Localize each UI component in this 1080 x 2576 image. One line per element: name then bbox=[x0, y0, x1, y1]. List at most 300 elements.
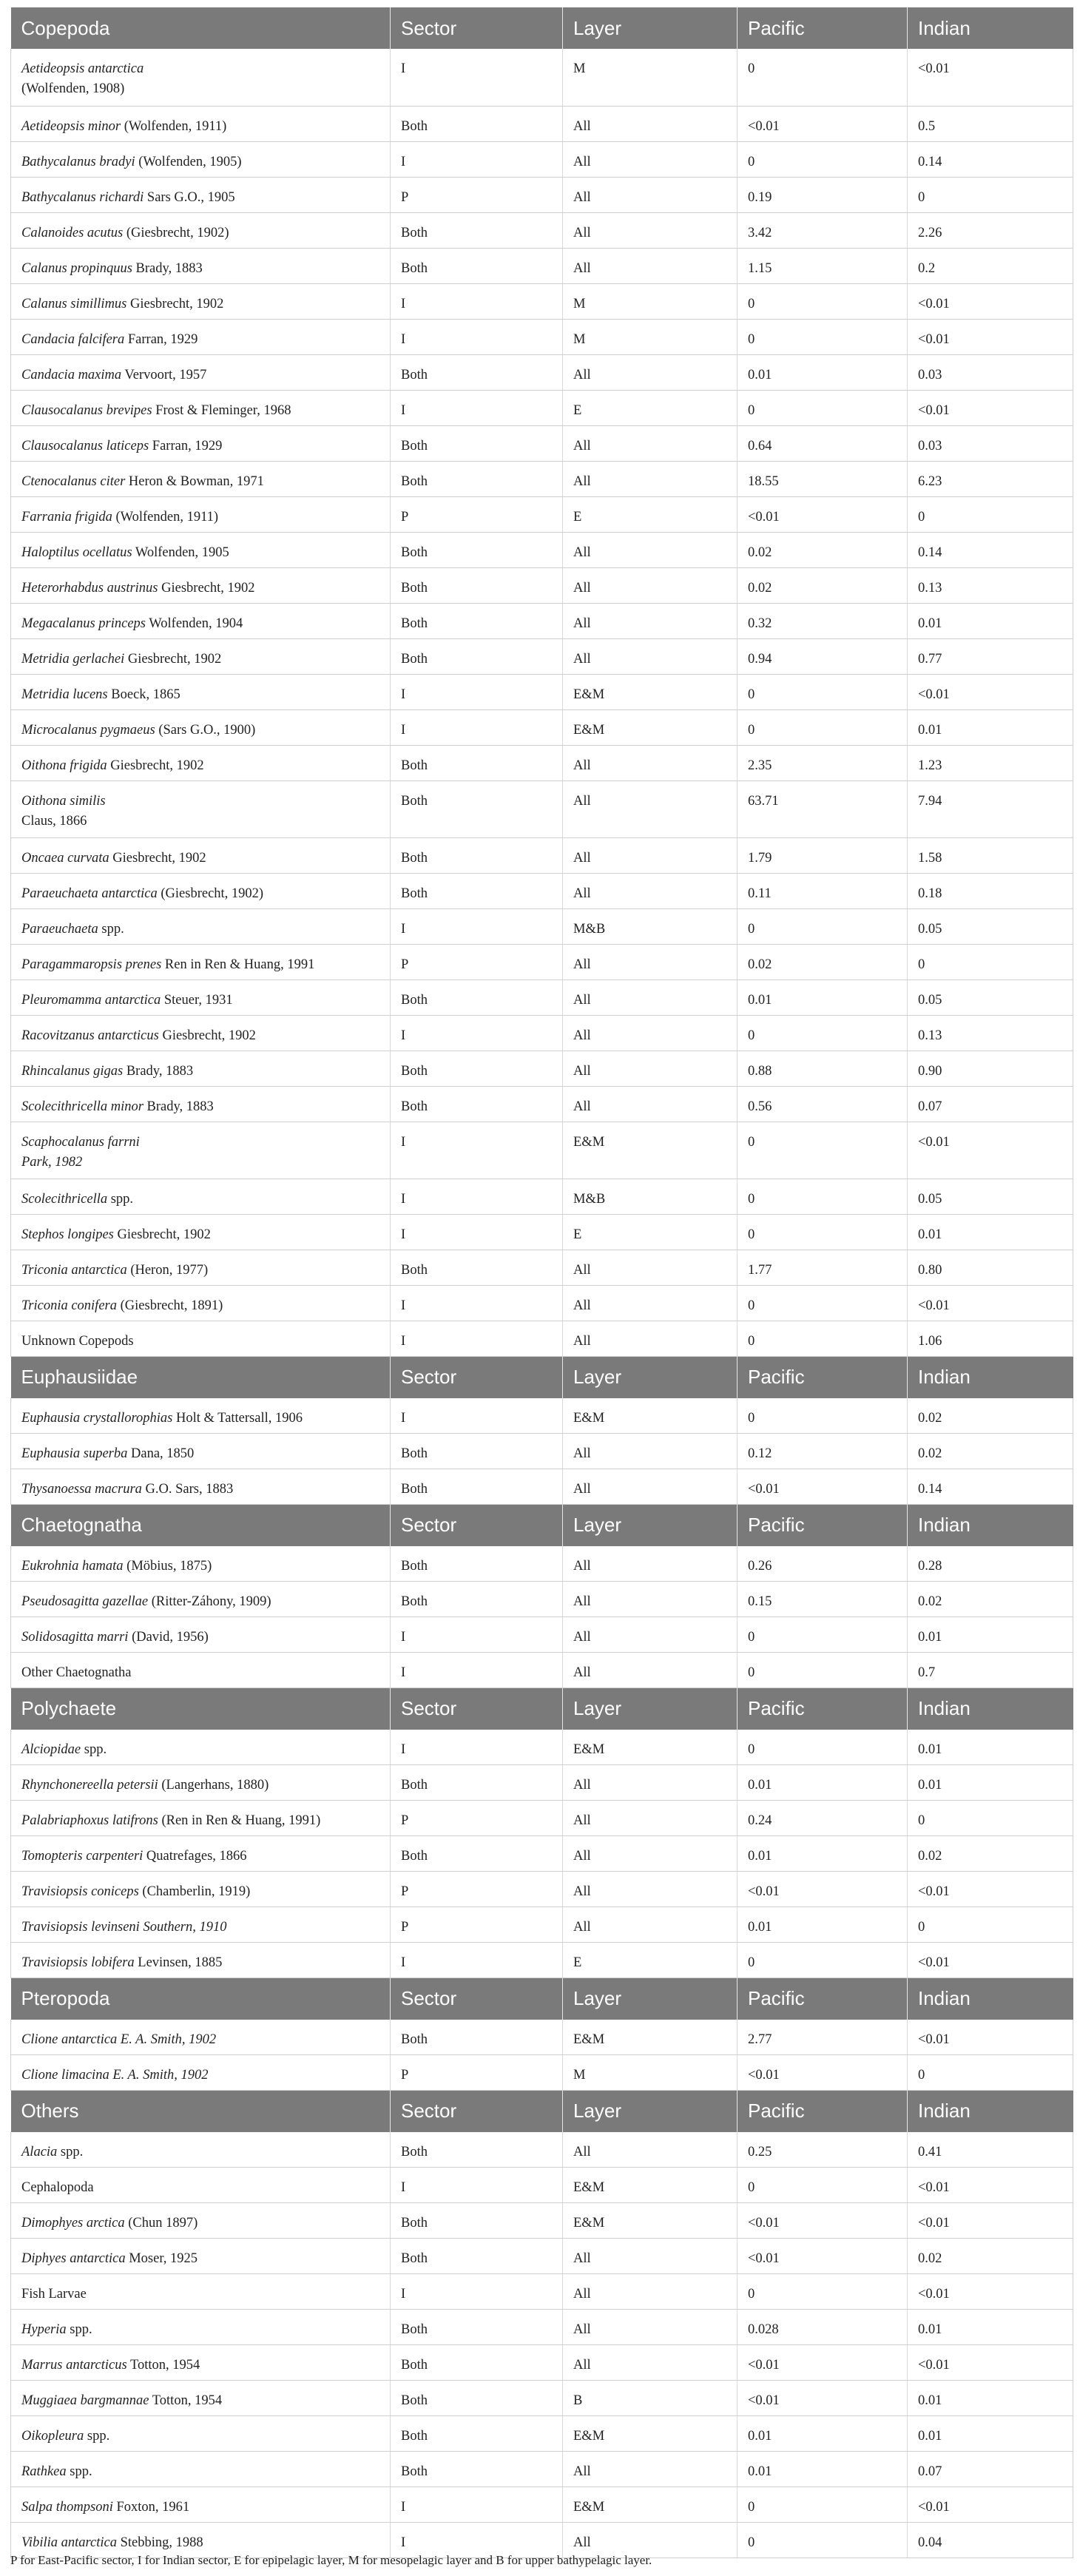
layer-cell: All bbox=[563, 2238, 738, 2273]
indian-cell: 0.80 bbox=[908, 1250, 1073, 1285]
pacific-cell: 0.01 bbox=[738, 1764, 908, 1800]
pacific-cell: 0 bbox=[738, 1285, 908, 1321]
layer-cell: All bbox=[563, 1250, 738, 1285]
table-row bbox=[11, 2167, 1073, 2202]
species-cell bbox=[11, 354, 391, 390]
pacific-cell: 0.01 bbox=[738, 980, 908, 1015]
table-row bbox=[11, 496, 1073, 532]
species-cell bbox=[11, 1250, 391, 1285]
species-name: Paraeuchaeta antarctica bbox=[21, 886, 158, 901]
indian-cell: 0.03 bbox=[908, 354, 1073, 390]
pacific-cell: <0.01 bbox=[738, 1469, 908, 1504]
pacific-cell: 0 bbox=[738, 390, 908, 425]
layer-cell: All bbox=[563, 1051, 738, 1086]
table-row bbox=[11, 283, 1073, 319]
layer-cell: All bbox=[563, 1321, 738, 1356]
species-name: Pleuromamma antarctica bbox=[21, 992, 161, 1008]
pacific-cell: 0.028 bbox=[738, 2309, 908, 2344]
indian-cell: 0.02 bbox=[908, 2238, 1073, 2273]
table-row bbox=[11, 2132, 1073, 2168]
species-cell bbox=[11, 2167, 391, 2202]
pacific-cell: 0 bbox=[738, 2522, 908, 2558]
layer-cell: All bbox=[563, 177, 738, 212]
species-name: Farrania frigida bbox=[21, 509, 112, 525]
species-authority: Moser, 1925 bbox=[125, 2250, 198, 2266]
sector-cell: I bbox=[391, 908, 563, 944]
indian-cell: <0.01 bbox=[908, 49, 1073, 106]
group-name: Polychaete bbox=[11, 1687, 391, 1730]
indian-cell: <0.01 bbox=[908, 1285, 1073, 1321]
layer-cell: All bbox=[563, 2451, 738, 2486]
species-authority: Claus, 1866 bbox=[21, 813, 87, 829]
column-header-sector: Sector bbox=[391, 7, 563, 49]
sector-cell: Both bbox=[391, 745, 563, 780]
sector-cell: I bbox=[391, 1214, 563, 1250]
species-authority: Holt & Tattersall, 1906 bbox=[172, 1410, 303, 1426]
table-row bbox=[11, 49, 1073, 106]
species-name: Euphausia crystallorophias bbox=[21, 1410, 173, 1426]
sector-cell: I bbox=[391, 709, 563, 745]
pacific-cell: 0.88 bbox=[738, 1051, 908, 1086]
layer-cell: All bbox=[563, 567, 738, 603]
indian-cell: 0.01 bbox=[908, 1764, 1073, 1800]
species-cell bbox=[11, 2238, 391, 2273]
species-authority: Foxton, 1961 bbox=[112, 2499, 190, 2515]
table-row bbox=[11, 1730, 1073, 1765]
sector-cell: I bbox=[391, 1942, 563, 1977]
sector-cell: P bbox=[391, 2054, 563, 2090]
table-row bbox=[11, 248, 1073, 283]
sector-cell: Both bbox=[391, 248, 563, 283]
indian-cell: <0.01 bbox=[908, 390, 1073, 425]
species-name: Megacalanus princeps bbox=[21, 616, 146, 631]
species-name: Heterorhabdus austrinus bbox=[21, 580, 158, 596]
indian-cell: 0.2 bbox=[908, 248, 1073, 283]
sector-cell: I bbox=[391, 283, 563, 319]
pacific-cell: 3.42 bbox=[738, 212, 908, 248]
species-authority: Steuer, 1931 bbox=[161, 992, 233, 1008]
indian-cell: 0.13 bbox=[908, 567, 1073, 603]
species-authority: Giesbrecht, 1902 bbox=[107, 758, 204, 773]
layer-cell: All bbox=[563, 1800, 738, 1835]
pacific-cell: <0.01 bbox=[738, 2202, 908, 2238]
indian-cell: 0.14 bbox=[908, 532, 1073, 567]
species-authority: Wolfenden, 1905 bbox=[132, 544, 229, 560]
sector-cell: Both bbox=[391, 1086, 563, 1122]
sector-cell: I bbox=[391, 2522, 563, 2558]
species-cell bbox=[11, 2486, 391, 2522]
table-row bbox=[11, 780, 1073, 837]
table-row bbox=[11, 1906, 1073, 1942]
species-authority: Brady, 1883 bbox=[123, 1063, 194, 1079]
species-authority: Totton, 1954 bbox=[149, 2393, 223, 2408]
species-cell bbox=[11, 49, 391, 106]
species-cell bbox=[11, 603, 391, 638]
species-cell bbox=[11, 745, 391, 780]
table-row bbox=[11, 2415, 1073, 2451]
column-header-pacific: Pacific bbox=[738, 1504, 908, 1546]
pacific-cell: 0.01 bbox=[738, 1906, 908, 1942]
layer-cell: All bbox=[563, 745, 738, 780]
pacific-cell: 0 bbox=[738, 141, 908, 177]
layer-cell: All bbox=[563, 1086, 738, 1122]
species-authority: Frost & Fleminger, 1968 bbox=[152, 402, 291, 418]
species-name: Bathycalanus richardi bbox=[21, 189, 144, 205]
pacific-cell: 0.02 bbox=[738, 567, 908, 603]
species-cell bbox=[11, 141, 391, 177]
column-header-indian: Indian bbox=[908, 1977, 1073, 2020]
layer-cell: M bbox=[563, 283, 738, 319]
layer-cell: E bbox=[563, 496, 738, 532]
species-cell bbox=[11, 2273, 391, 2309]
indian-cell: 2.26 bbox=[908, 212, 1073, 248]
footnote: P for East-Pacific sector, I for Indian sector, E for epipelagic layer, M for mesopelagic layer and B for upper bathypelagic layer. bbox=[10, 2553, 652, 2567]
table-row bbox=[11, 2238, 1073, 2273]
pacific-cell: 0 bbox=[738, 2273, 908, 2309]
layer-cell: E&M bbox=[563, 709, 738, 745]
indian-cell: 0.01 bbox=[908, 1616, 1073, 1652]
pacific-cell: <0.01 bbox=[738, 106, 908, 141]
species-name: Rhynchonereella petersii bbox=[21, 1777, 158, 1793]
layer-cell: E&M bbox=[563, 1730, 738, 1765]
species-cell bbox=[11, 1546, 391, 1582]
table-row bbox=[11, 908, 1073, 944]
table-row bbox=[11, 106, 1073, 141]
species-cell bbox=[11, 177, 391, 212]
species-authority: Brady, 1883 bbox=[132, 260, 203, 276]
indian-cell: 0.7 bbox=[908, 1652, 1073, 1687]
column-header-sector: Sector bbox=[391, 2090, 563, 2132]
species-name: Clione antarctica E. A. Smith, 1902 bbox=[21, 2032, 217, 2047]
indian-cell: <0.01 bbox=[908, 2273, 1073, 2309]
table-row bbox=[11, 461, 1073, 496]
sector-cell: Both bbox=[391, 1835, 563, 1871]
column-header-pacific: Pacific bbox=[738, 1977, 908, 2020]
species-name: Euphausia superba bbox=[21, 1446, 128, 1461]
indian-cell: <0.01 bbox=[908, 283, 1073, 319]
indian-cell: 7.94 bbox=[908, 780, 1073, 837]
indian-cell: 0.05 bbox=[908, 908, 1073, 944]
species-authority: G.O. Sars, 1883 bbox=[141, 1481, 234, 1497]
species-cell bbox=[11, 283, 391, 319]
table-row bbox=[11, 1398, 1073, 1434]
species-cell bbox=[11, 1581, 391, 1616]
pacific-cell: 0.19 bbox=[738, 177, 908, 212]
indian-cell: 1.58 bbox=[908, 837, 1073, 873]
table-row bbox=[11, 1469, 1073, 1504]
species-authority: Park, 1982 bbox=[21, 1154, 83, 1170]
species-cell bbox=[11, 212, 391, 248]
group-name: Chaetognatha bbox=[11, 1504, 391, 1546]
species-authority: spp. bbox=[81, 1742, 107, 1757]
species-name: Metridia gerlachei bbox=[21, 651, 125, 667]
layer-cell: All bbox=[563, 603, 738, 638]
species-authority: spp. bbox=[66, 2322, 92, 2337]
sector-cell: I bbox=[391, 2167, 563, 2202]
table-row bbox=[11, 1214, 1073, 1250]
species-name: Eukrohnia hamata bbox=[21, 1558, 124, 1574]
column-header-layer: Layer bbox=[563, 1687, 738, 1730]
sector-cell: Both bbox=[391, 980, 563, 1015]
layer-cell: All bbox=[563, 1652, 738, 1687]
layer-cell: E bbox=[563, 1942, 738, 1977]
species-cell bbox=[11, 567, 391, 603]
species-name: Aetideopsis antarctica bbox=[21, 61, 144, 76]
layer-cell: All bbox=[563, 1285, 738, 1321]
species-cell bbox=[11, 496, 391, 532]
pacific-cell: 0.32 bbox=[738, 603, 908, 638]
species-authority: (Wolfenden, 1911) bbox=[121, 118, 227, 134]
indian-cell: 0 bbox=[908, 1800, 1073, 1835]
species-name: Marrus antarcticus bbox=[21, 2357, 127, 2373]
layer-cell: E&M bbox=[563, 2020, 738, 2055]
indian-cell: 0.02 bbox=[908, 1581, 1073, 1616]
indian-cell: <0.01 bbox=[908, 2020, 1073, 2055]
species-name: Scolecithricella minor bbox=[21, 1099, 144, 1114]
column-header-indian: Indian bbox=[908, 1504, 1073, 1546]
column-header-layer: Layer bbox=[563, 1504, 738, 1546]
table-row bbox=[11, 212, 1073, 248]
layer-cell: All bbox=[563, 248, 738, 283]
sector-cell: Both bbox=[391, 2020, 563, 2055]
layer-cell: All bbox=[563, 212, 738, 248]
species-cell bbox=[11, 674, 391, 709]
pacific-cell: 0 bbox=[738, 1652, 908, 1687]
indian-cell: 0.05 bbox=[908, 980, 1073, 1015]
table-row bbox=[11, 2309, 1073, 2344]
species-name: Candacia falcifera bbox=[21, 331, 125, 347]
pacific-cell: 0 bbox=[738, 319, 908, 354]
pacific-cell: 0.01 bbox=[738, 1835, 908, 1871]
species-cell bbox=[11, 837, 391, 873]
species-name: Calanoides acutus bbox=[21, 225, 124, 240]
species-cell bbox=[11, 980, 391, 1015]
species-authority: Stebbing, 1988 bbox=[116, 2535, 203, 2550]
species-authority: Wolfenden, 1904 bbox=[146, 616, 243, 631]
pacific-cell: <0.01 bbox=[738, 1871, 908, 1906]
indian-cell: 0.01 bbox=[908, 1214, 1073, 1250]
species-name: Vibilia antarctica bbox=[21, 2535, 117, 2550]
species-authority: (Wolfenden, 1908) bbox=[21, 81, 125, 96]
layer-cell: E&M bbox=[563, 2167, 738, 2202]
species-name: Haloptilus ocellatus bbox=[21, 544, 132, 560]
indian-cell: 0.14 bbox=[908, 141, 1073, 177]
table-row bbox=[11, 2344, 1073, 2380]
table-row bbox=[11, 425, 1073, 461]
table-row bbox=[11, 319, 1073, 354]
layer-cell: All bbox=[563, 425, 738, 461]
species-cell bbox=[11, 1942, 391, 1977]
species-name: Triconia antarctica bbox=[21, 1262, 127, 1278]
species-name: Microcalanus pygmaeus bbox=[21, 722, 155, 738]
pacific-cell: 0.24 bbox=[738, 1800, 908, 1835]
sector-cell: I bbox=[391, 319, 563, 354]
species-name: Oithona frigida bbox=[21, 758, 107, 773]
pacific-cell: 18.55 bbox=[738, 461, 908, 496]
table-row bbox=[11, 1616, 1073, 1652]
pacific-cell: 0 bbox=[738, 1179, 908, 1214]
sector-cell: P bbox=[391, 177, 563, 212]
species-authority: (Langerhans, 1880) bbox=[158, 1777, 269, 1793]
species-cell bbox=[11, 1086, 391, 1122]
indian-cell: 0.02 bbox=[908, 1433, 1073, 1469]
species-cell bbox=[11, 1764, 391, 1800]
layer-cell: B bbox=[563, 2380, 738, 2415]
species-authority: Heron & Bowman, 1971 bbox=[125, 473, 264, 489]
species-authority: Other Chaetognatha bbox=[21, 1665, 132, 1680]
sector-cell: Both bbox=[391, 2202, 563, 2238]
species-authority: Giesbrecht, 1902 bbox=[126, 296, 224, 311]
indian-cell: 0.14 bbox=[908, 1469, 1073, 1504]
layer-cell: All bbox=[563, 1764, 738, 1800]
indian-cell: <0.01 bbox=[908, 2344, 1073, 2380]
table-row bbox=[11, 532, 1073, 567]
indian-cell: 0.02 bbox=[908, 1835, 1073, 1871]
sector-cell: Both bbox=[391, 638, 563, 674]
layer-cell: All bbox=[563, 944, 738, 980]
species-name: Diphyes antarctica bbox=[21, 2250, 126, 2266]
species-authority: spp. bbox=[107, 1191, 134, 1207]
layer-cell: All bbox=[563, 780, 738, 837]
indian-cell: 0 bbox=[908, 1906, 1073, 1942]
table-row bbox=[11, 1015, 1073, 1051]
table-row bbox=[11, 2451, 1073, 2486]
layer-cell: M bbox=[563, 49, 738, 106]
table-row bbox=[11, 1086, 1073, 1122]
sector-cell: P bbox=[391, 1906, 563, 1942]
table-row bbox=[11, 1871, 1073, 1906]
group-header-row bbox=[11, 1504, 1073, 1546]
sector-cell: I bbox=[391, 1652, 563, 1687]
layer-cell: All bbox=[563, 1871, 738, 1906]
layer-cell: E&M bbox=[563, 1398, 738, 1434]
column-header-pacific: Pacific bbox=[738, 1687, 908, 1730]
indian-cell: 0 bbox=[908, 496, 1073, 532]
species-name: Tomopteris carpenteri bbox=[21, 1848, 144, 1864]
species-cell bbox=[11, 2054, 391, 2090]
species-authority: (Giesbrecht, 1891) bbox=[117, 1298, 223, 1313]
pacific-cell: 0 bbox=[738, 1616, 908, 1652]
layer-cell: E&M bbox=[563, 2202, 738, 2238]
species-name: Oikopleura bbox=[21, 2428, 84, 2444]
sector-cell: I bbox=[391, 1730, 563, 1765]
layer-cell: All bbox=[563, 1469, 738, 1504]
species-name: Muggiaea bargmannae bbox=[21, 2393, 149, 2408]
species-cell bbox=[11, 2451, 391, 2486]
group-header-row bbox=[11, 1977, 1073, 2020]
species-table bbox=[10, 7, 1073, 2558]
species-cell bbox=[11, 944, 391, 980]
pacific-cell: 0.01 bbox=[738, 2451, 908, 2486]
sector-cell: P bbox=[391, 944, 563, 980]
pacific-cell: <0.01 bbox=[738, 2054, 908, 2090]
species-name: Ctenocalanus citer bbox=[21, 473, 126, 489]
table-row bbox=[11, 2522, 1073, 2558]
indian-cell: <0.01 bbox=[908, 1122, 1073, 1179]
species-cell bbox=[11, 1321, 391, 1356]
species-cell bbox=[11, 873, 391, 908]
species-cell bbox=[11, 1469, 391, 1504]
species-name: Travisiopsis coniceps bbox=[21, 1884, 139, 1899]
column-header-indian: Indian bbox=[908, 1687, 1073, 1730]
species-authority: Giesbrecht, 1902 bbox=[109, 850, 206, 866]
species-authority: Brady, 1883 bbox=[143, 1099, 214, 1114]
species-name: Metridia lucens bbox=[21, 687, 108, 702]
pacific-cell: 0.25 bbox=[738, 2132, 908, 2168]
sector-cell: Both bbox=[391, 837, 563, 873]
species-authority: Farran, 1929 bbox=[124, 331, 198, 347]
pacific-cell: 0.12 bbox=[738, 1433, 908, 1469]
species-cell bbox=[11, 1179, 391, 1214]
species-authority: (Giesbrecht, 1902) bbox=[123, 225, 229, 240]
species-name: Travisiopsis lobifera bbox=[21, 1955, 135, 1970]
table-row bbox=[11, 567, 1073, 603]
pacific-cell: <0.01 bbox=[738, 496, 908, 532]
column-header-sector: Sector bbox=[391, 1356, 563, 1398]
pacific-cell: 2.35 bbox=[738, 745, 908, 780]
species-name: Calanus simillimus bbox=[21, 296, 127, 311]
pacific-cell: 0.02 bbox=[738, 944, 908, 980]
species-authority: (Heron, 1977) bbox=[126, 1262, 209, 1278]
indian-cell: 0 bbox=[908, 944, 1073, 980]
table-row bbox=[11, 638, 1073, 674]
layer-cell: All bbox=[563, 1433, 738, 1469]
species-name: Oncaea curvata bbox=[21, 850, 109, 866]
layer-cell: All bbox=[563, 1546, 738, 1582]
table-row bbox=[11, 2486, 1073, 2522]
layer-cell: All bbox=[563, 461, 738, 496]
layer-cell: M&B bbox=[563, 1179, 738, 1214]
sector-cell: I bbox=[391, 1179, 563, 1214]
species-authority: spp. bbox=[98, 921, 124, 937]
layer-cell: All bbox=[563, 1581, 738, 1616]
indian-cell: <0.01 bbox=[908, 674, 1073, 709]
species-cell bbox=[11, 319, 391, 354]
species-authority: Giesbrecht, 1902 bbox=[124, 651, 222, 667]
sector-cell: Both bbox=[391, 425, 563, 461]
layer-cell: M&B bbox=[563, 908, 738, 944]
species-authority: Giesbrecht, 1902 bbox=[113, 1227, 211, 1242]
sector-cell: I bbox=[391, 1398, 563, 1434]
species-name: Paragammaropsis prenes bbox=[21, 957, 162, 972]
table-row bbox=[11, 1835, 1073, 1871]
sector-cell: Both bbox=[391, 1250, 563, 1285]
table-row bbox=[11, 354, 1073, 390]
species-name: Rathkea bbox=[21, 2464, 67, 2479]
species-name: Scolecithricella bbox=[21, 1191, 108, 1207]
pacific-cell: 0.56 bbox=[738, 1086, 908, 1122]
pacific-cell: 0 bbox=[738, 1015, 908, 1051]
species-cell bbox=[11, 390, 391, 425]
layer-cell: All bbox=[563, 106, 738, 141]
pacific-cell: 0.15 bbox=[738, 1581, 908, 1616]
layer-cell: E&M bbox=[563, 2486, 738, 2522]
species-cell bbox=[11, 1871, 391, 1906]
layer-cell: All bbox=[563, 1616, 738, 1652]
species-authority: Sars G.O., 1905 bbox=[144, 189, 235, 205]
table-row bbox=[11, 980, 1073, 1015]
sector-cell: Both bbox=[391, 567, 563, 603]
table-row bbox=[11, 1122, 1073, 1179]
column-header-sector: Sector bbox=[391, 1977, 563, 2020]
species-cell bbox=[11, 532, 391, 567]
indian-cell: 0.01 bbox=[908, 2380, 1073, 2415]
species-authority: (Sars G.O., 1900) bbox=[155, 722, 256, 738]
column-header-indian: Indian bbox=[908, 2090, 1073, 2132]
species-cell bbox=[11, 1730, 391, 1765]
sector-cell: Both bbox=[391, 1051, 563, 1086]
table-row bbox=[11, 1581, 1073, 1616]
